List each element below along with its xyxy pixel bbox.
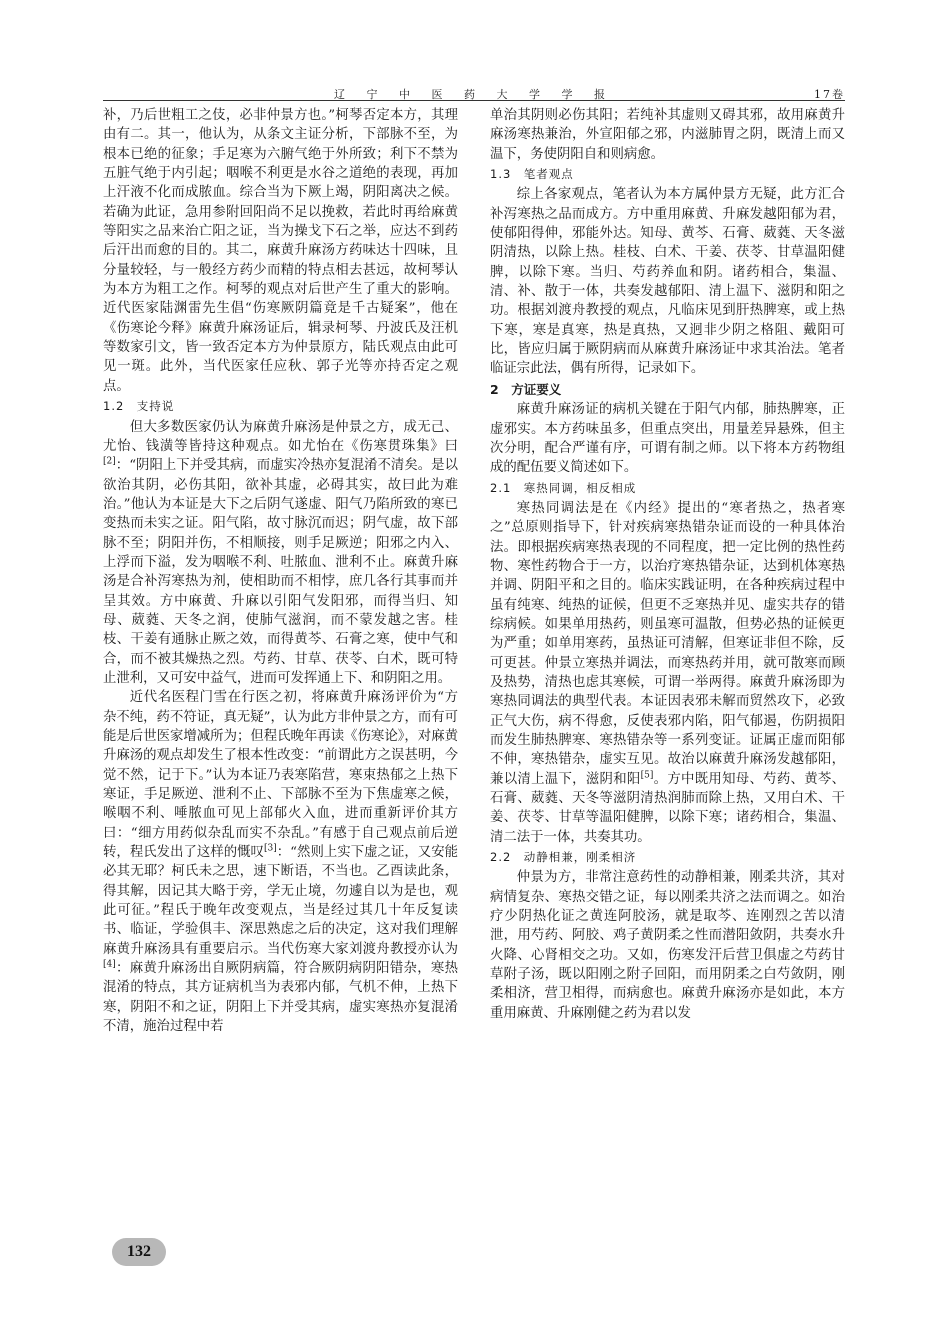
paragraph: [490, 499, 845, 847]
section-heading-2-2: 2.2 动静相兼，刚柔相济: [490, 850, 637, 865]
section-heading-2: 2 方证要义: [490, 381, 562, 397]
section-heading-1-3: 1.3 笔者观点: [490, 167, 574, 182]
page-number-badge: 132: [112, 1238, 166, 1266]
right-column: [490, 106, 845, 1023]
text-run: ：“然则上实下虚之证，又安能必其无耶？柯氏未之思，速下断语，不当也。乙酉读此条，得其解，因记其大略于旁，学无止境，勿遽自以为是也，观此可征。”程氏于晚年改变观点，当是经过其几十年反复读书、临证，学验俱丰、深思熟虑之后的决定，这对我们理解麻黄升麻汤具有重要启示。当代伤寒大家刘渡舟教授亦认为: [103, 845, 458, 957]
paragraph: 补，乃后世粗工之伎，必非仲景方也。”柯琴否定本方，其理由有二。其一，他认为，从条文主证分析，下部脉不至，为根本已绝的征象；手足寒为六腑气绝于外所致；利下不禁为五脏气绝于内引起；咽喉不利更是水谷之道绝的表现，再加上汗液不化而成脓血。综合当为下厥上竭，阴阳离决之候。若确为此证，急用参附回阳尚不足以挽救，若此时再给麻黄等阳实之品来治亡阳之证，当为操戈下石之举，应达不到药后汗出而愈的目的。其二，麻黄升麻汤方药味达十四味，且分量较轻，与一般经方药少而精的特点相去甚远，故柯琴认为本方为粗工之作。柯琴的观点对后世产生了重大的影响。近代医家陆渊雷先生倡“伤寒厥阴篇竟是千古疑案”，他在《伤寒论今释》麻黄升麻汤证后，辑录柯琴、丹波氏及汪机等数家引文，皆一致否定本方为仲景原方，陆氏观点由此可见一斑。此外，当代医家任应秋、郭子光等亦持否定之观点。: [103, 108, 458, 394]
paragraph: 麻黄升麻汤证的病机关键在于阳气内郁，肺热脾寒，正虚邪实。本方药味虽多，但重点突出，用量差异悬殊，但主次分明，配合严谨有序，可谓有制之师。以下将本方药物组成的配伍要义简述如下。: [490, 402, 845, 476]
section-heading-1-2: 1.2 支持说: [103, 399, 175, 414]
header-rule: [103, 100, 845, 101]
text-run: 。方中既用知母、芍药、黄芩、石膏、葳蕤、天冬等滋阴清热润肺而除上热，又用白术、干姜、茯苓、甘草等温阳健脾，以除下寒；诸药相合，集温、清二法于一体，共奏其功。: [490, 771, 846, 845]
text-run: 近代名医程门雪在行医之初，将麻黄升麻汤评价为“方杂不纯，药不符证，真无疑”，认为此方非仲景之方，而有可能是后世医家增减所为；但程氏晚年再读《伤寒论》，对麻黄升麻汤的观点却发生了根本性改变：“前谓此方之误甚明，今觉不然，记于下。”认为本证乃表寒陷营，寒束热郁之上热下寒证，手足厥逆、泄利不止、下部脉不至为下焦虚寒之候，喉咽不利、唾脓血可见上部郁火入血，进而重新评价其方曰：“细方用药似杂乱而实不杂乱。”有感于自己观点前后逆转，程氏发出了这样的慨叹: [103, 690, 458, 861]
running-header: [103, 80, 845, 102]
paragraph: 仲景为方，非常注意药性的动静相兼，刚柔共济，其对病情复杂、寒热交错之证，每以刚柔共济之法而调之。如治疗少阴热化证之黄连阿胶汤，就是取芩、连刚烈之苦以清泄，用芍药、阿胶、鸡子黄阴柔之性而潜阳敛阴，共奏水升火降、心肾相交之功。又如，伤寒发汗后营卫俱虚之芍药甘草附子汤，既以阳刚之附子回阳，而用阴柔之白芍敛阴，刚柔相济，营卫相得，而病愈也。麻黄升麻汤亦是如此，本方重用麻黄、升麻刚健之药为君以发: [490, 870, 845, 1021]
section-heading-2-1: 2.1 寒热同调，相反相成: [490, 480, 637, 495]
text-run: 但大多数医家仍认为麻黄升麻汤是仲景之方，成无己、尤怡、钱潢等皆持这种观点。如尤怡在《伤寒贯珠集》曰: [103, 419, 458, 454]
citation-4: [4]: [103, 959, 116, 970]
text-run: 寒热同调法是在《内经》提出的“寒者热之，热者寒之”总原则指导下，针对疾病寒热错杂证而设的一种具体治法。即根据疾病寒热表现的不同程度，把一定比例的热性药物、寒性药物合于一方，以治疗寒热错杂证，达到机体寒热并调、阴阳平和之目的。临床实践证明，在各种疾病过程中虽有纯寒、纯热的证候，但更不乏寒热并见、虚实共存的错综病候。如果单用热药，则虽寒可温散，但势必热的证候更为严重；如单用寒药，虽热证可清解，但寒证非但不除，反可更甚。仲景立寒热并调法，而寒热药并用，就可散寒而顾及热势，清热也虑其寒候，可谓一举两得。麻黄升麻汤即为寒热同调法的典型代表。本证因表邪未解而贸然攻下，必致正气大伤，病不得愈，反使表邪内陷，阳气郁遏，伤阴损阳而发生肺热脾寒、寒热错杂等一系列变证。证属正虚而阳郁不伸，寒热错杂，虚实互见。故治以麻黄升麻汤发越郁阳，兼以清上温下，滋阴和阳: [490, 500, 845, 787]
paragraph: 综上各家观点，笔者认为本方属仲景方无疑，此方汇合补泻寒热之品而成方。方中重用麻黄、升麻发越阳郁为君，使郁阳得伸，邪能外达。知母、黄芩、石膏、葳蕤、天冬滋阴清热，以除上热。桂枝、白术、干姜、茯苓、甘草温阳健脾，以除下寒。当归、芍药养血和阴。诸药相合，集温、清、补、散于一体，共奏发越郁阳、清上温下、滋阴和阳之功。根据刘渡舟教授的观点，凡临床见到肝热脾寒，或上热下寒，寒是真寒，热是真热，又迥非少阴之格阻、戴阳可比，皆应归属于厥阴病而从麻黄升麻汤证中求其治法。笔者临证宗此法，偶有所得，记录如下。: [490, 187, 845, 377]
paragraph: [103, 418, 458, 689]
paragraph: 单治其阴则必伤其阳；若纯补其虚则又碍其邪，故用麻黄升麻汤寒热兼治，外宣阳郁之邪，内滋肺胃之阴，既清上而又温下，务使阴阳自和则病愈。: [490, 108, 845, 162]
journal-title: 辽 宁 中 医 药 大 学 学 报: [334, 88, 614, 101]
paragraph: [103, 688, 458, 1036]
volume-label: 17卷: [814, 88, 845, 101]
citation-5: [5]: [640, 770, 654, 781]
citation-2: [2]: [103, 456, 116, 467]
text-run: ：麻黄升麻汤出自厥阴病篇，符合厥阴病阴阳错杂，寒热混淆的特点，其方证病机当为表邪内郁，气机不伸，上热下寒，阴阳不和之证，阴阳上下并受其病，虚实寒热亦复混淆不清，施治过程中若: [103, 961, 458, 1035]
left-column: [103, 106, 458, 1037]
text-run: ：“阴阳上下并受其病，而虚实冷热亦复混淆不清矣。是以欲治其阴，必伤其阳，欲补其虚，必碍其实，故曰此为难治。”他认为本证是大下之后阴气遂虚、阳气乃陷所致的寒已变热而未实之证。阳气陷，故寸脉沉而迟；阴气虚，故下部脉不至；阴阳并伤，不相顺接，则手足厥逆；阳邪之内入、上浮而下溢，发为咽喉不利、吐脓血、泄利不止。麻黄升麻汤是合补泻寒热为剂，使相助而不相悖，庶几各行其事而并呈其效。方中麻黄、升麻以引阳气发阳邪，而得当归、知母、葳蕤、天冬之润，使肺气滋润，而不蒙发越之害。桂枝、干姜有通脉止厥之效，而得黄芩、石膏之寒，使中气和合，而不被其燥热之烈。芍药、甘草、茯苓、白术，既可特止泄利，又可安中益气，进而可发挥通上下、和阴阳之用。: [103, 458, 458, 686]
citation-3: [3]: [263, 843, 277, 854]
